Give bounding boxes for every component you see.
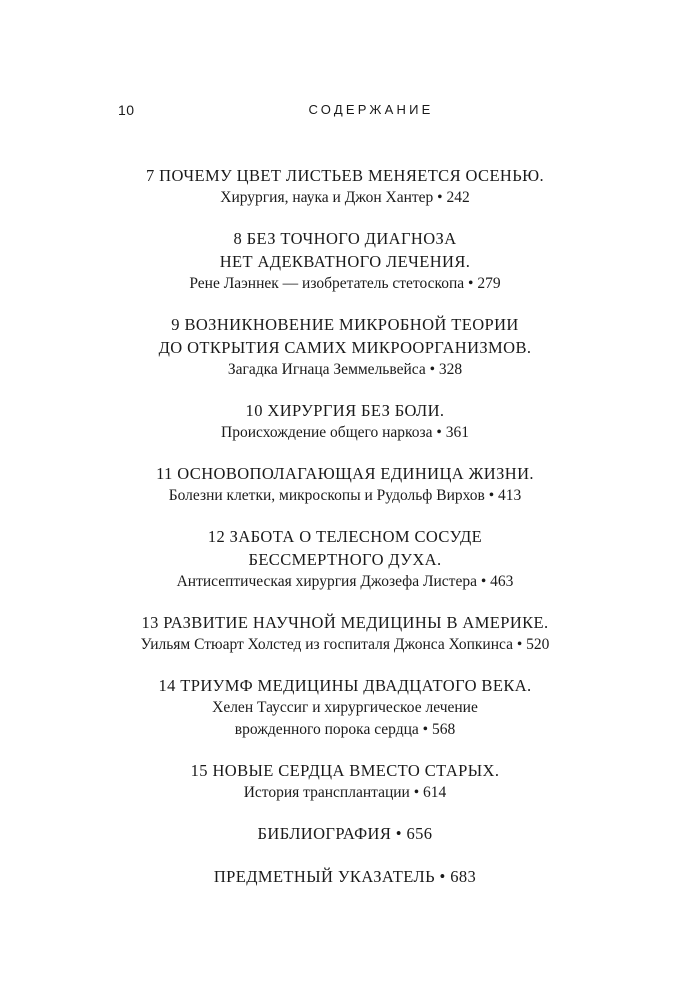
toc-entry-subtitle: История трансплантации • 614	[243, 784, 447, 801]
toc-entry	[90, 611, 600, 656]
toc-entry-title: БИБЛИОГРАФИЯ • 656	[257, 824, 433, 843]
toc-entry-title: 14 ТРИУМФ МЕДИЦИНЫ ДВАДЦАТОГО ВЕКА.	[158, 676, 532, 695]
toc-entry-subtitle: Происхождение общего наркоза • 361	[221, 424, 469, 441]
page-header	[0, 100, 682, 120]
toc-entry	[90, 399, 600, 444]
toc-entry-title: 12 ЗАБОТА О ТЕЛЕСНОМ СОСУДЕ	[207, 527, 483, 546]
toc-entry-title: 11 ОСНОВОПОЛАГАЮЩАЯ ЕДИНИЦА ЖИЗНИ.	[156, 464, 534, 483]
toc-entry-subtitle: Хелен Тауссиг и хирургическое лечение	[212, 699, 478, 716]
toc-entry	[90, 164, 600, 209]
toc-entry	[90, 865, 600, 888]
toc-entry	[90, 525, 600, 593]
toc-entry-title: БЕССМЕРТНОГО ДУХА.	[248, 550, 442, 569]
toc-entry-title: 7 ПОЧЕМУ ЦВЕТ ЛИСТЬЕВ МЕНЯЕТСЯ ОСЕНЬЮ.	[146, 166, 544, 185]
toc-entry-subtitle: Болезни клетки, микроскопы и Рудольф Вирхов • 413	[168, 487, 522, 504]
running-head: СОДЕРЖАНИЕ	[308, 102, 434, 117]
toc-entry	[90, 227, 600, 295]
toc-entry	[90, 822, 600, 845]
table-of-contents	[90, 164, 600, 908]
toc-entry-subtitle: Рене Лаэннек — изобретатель стетоскопа • 279	[189, 275, 501, 292]
toc-entry-subtitle: врожденного порока сердца • 568	[234, 721, 456, 738]
page-number: 10	[118, 102, 135, 118]
toc-entry	[90, 759, 600, 804]
toc-entry-subtitle: Антисептическая хирургия Джозефа Листера • 463	[176, 573, 514, 590]
toc-entry-title: 8 БЕЗ ТОЧНОГО ДИАГНОЗА	[233, 229, 457, 248]
toc-entry-title: 15 НОВЫЕ СЕРДЦА ВМЕСТО СТАРЫХ.	[190, 761, 500, 780]
toc-entry-title: ДО ОТКРЫТИЯ САМИХ МИКРООРГАНИЗМОВ.	[158, 338, 532, 357]
toc-entry	[90, 462, 600, 507]
toc-entry-title: 10 ХИРУРГИЯ БЕЗ БОЛИ.	[245, 401, 445, 420]
toc-entry-subtitle: Уильям Стюарт Холстед из госпиталя Джонса Хопкинса • 520	[140, 636, 550, 653]
toc-entry-title: ПРЕДМЕТНЫЙ УКАЗАТЕЛЬ • 683	[213, 867, 477, 886]
toc-entry	[90, 313, 600, 381]
toc-entry-title: НЕТ АДЕКВАТНОГО ЛЕЧЕНИЯ.	[219, 252, 471, 271]
toc-entry-subtitle: Загадка Игнаца Земмельвейса • 328	[227, 361, 463, 378]
toc-entry-title: 9 ВОЗНИКНОВЕНИЕ МИКРОБНОЙ ТЕОРИИ	[171, 315, 519, 334]
toc-entry-title: 13 РАЗВИТИЕ НАУЧНОЙ МЕДИЦИНЫ В АМЕРИКЕ.	[141, 613, 549, 632]
toc-entry-subtitle: Хирургия, наука и Джон Хантер • 242	[220, 189, 470, 206]
toc-entry	[90, 674, 600, 741]
